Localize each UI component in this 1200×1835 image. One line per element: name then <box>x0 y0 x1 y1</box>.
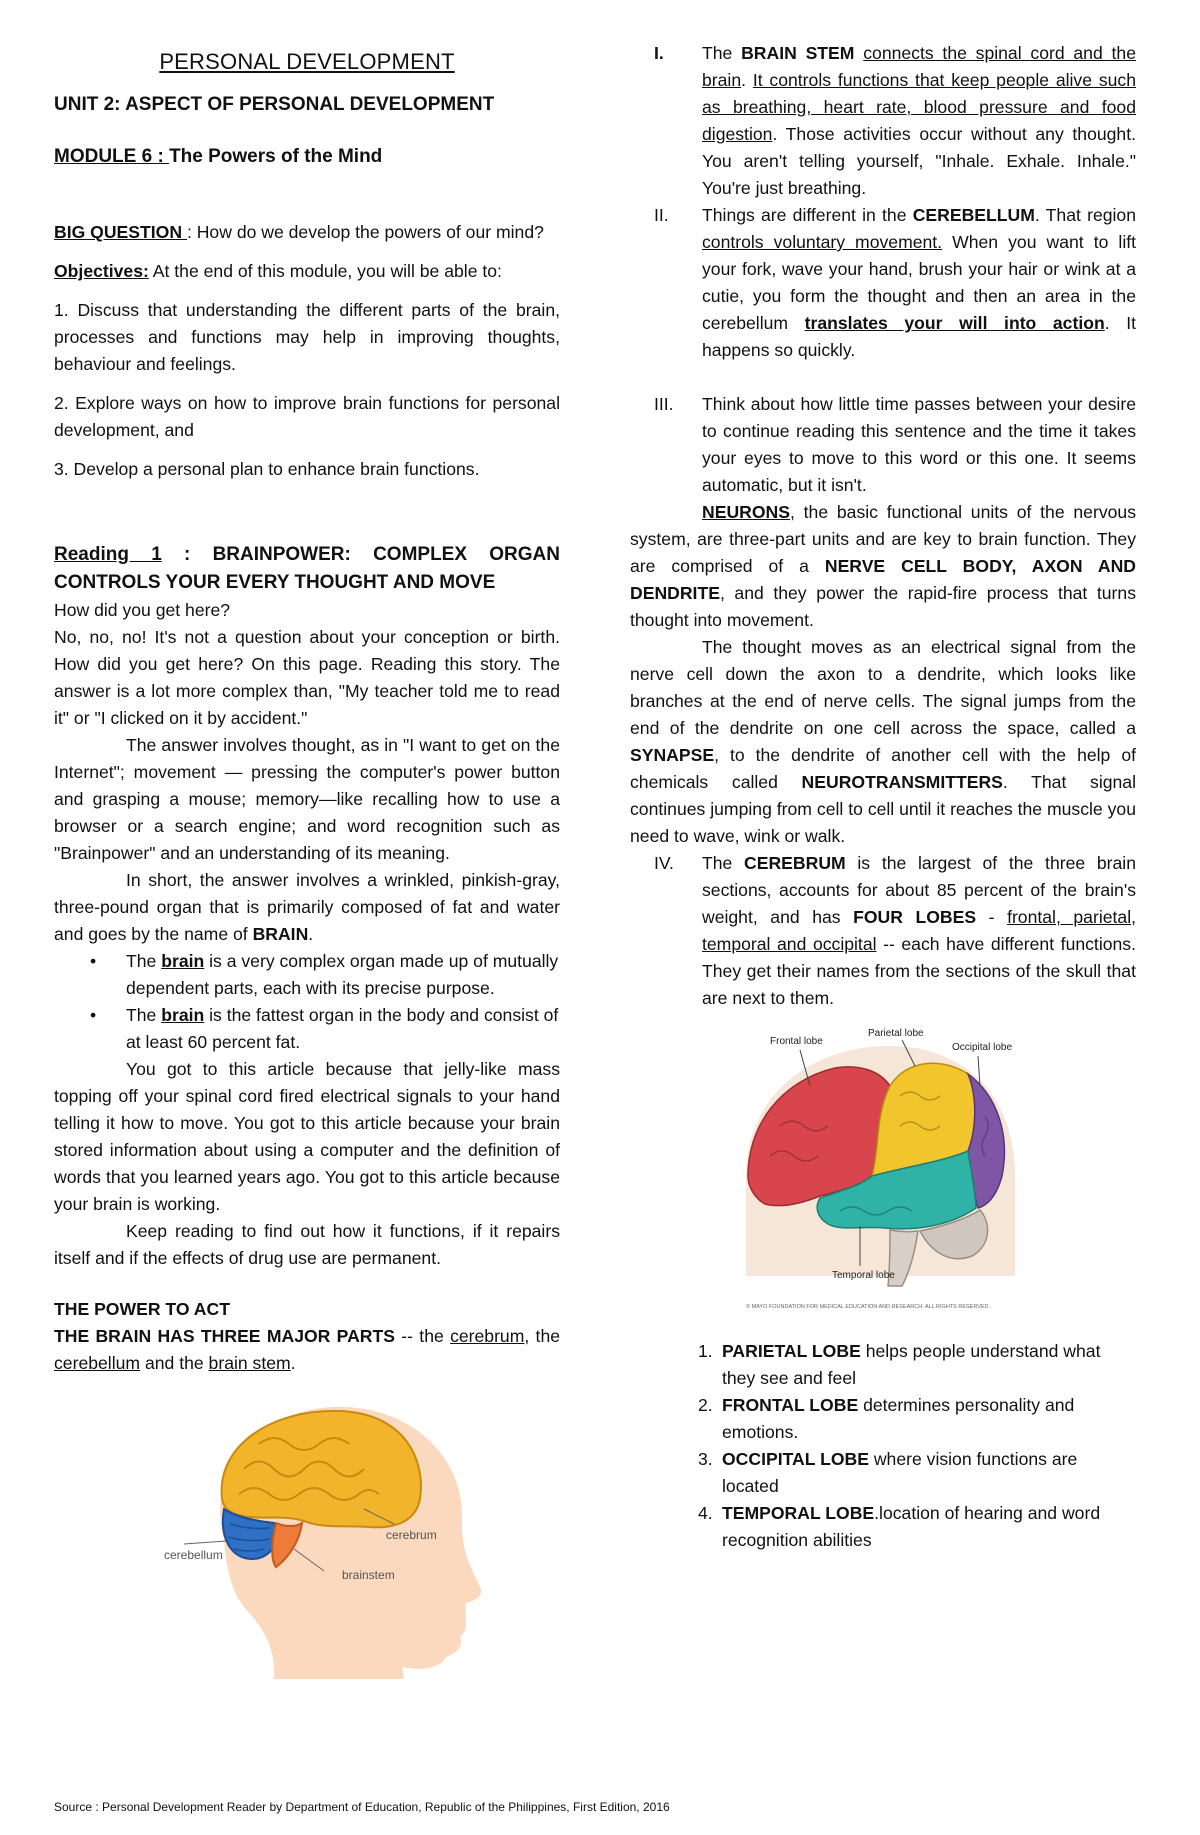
parts-text: , the <box>524 1326 561 1346</box>
section-number: IV. <box>654 853 674 873</box>
reading-paragraph: Keep reading to find out how it functions, if it repairs itself and if the effects of drug use are permanent. <box>54 1221 560 1268</box>
objectives-label: Objectives: <box>54 261 149 281</box>
reading-text: In short, the answer involves a wrinkled, pinkish-gray, three-pound organ that is primarily composed of fat and water and goes by the name of <box>54 870 560 944</box>
section-text: When you want to lift your fork, wave your hand, brush your hair or wink at a cutie, you form the thought and then an area in the cerebellum <box>702 232 1137 333</box>
section-item-brain-stem <box>630 40 1136 202</box>
lobe-name: FRONTAL LOBE <box>722 1395 859 1415</box>
section-underlined: It controls functions that keep people alive such as breathing, heart rate, blood pressure and food digestion <box>702 70 1136 144</box>
parts-text: and the <box>140 1353 209 1373</box>
section-keyword: CEREBELLUM <box>912 205 1035 225</box>
brainstem-label: brainstem <box>342 1568 395 1582</box>
module-heading <box>54 143 560 171</box>
reading-heading <box>54 541 560 597</box>
bullet-text: The <box>126 1005 162 1025</box>
reading-paragraph: The answer involves thought, as in "I want to get on the Internet"; movement — pressing the computer's power button and grasping a mouse; memory—like recalling how to use a browser or a search engine; and word recognition such as "Brainpower" and an understanding of its meaning. <box>54 735 560 863</box>
reading-paragraph <box>54 867 560 948</box>
lobe-name: TEMPORAL LOBE <box>722 1503 875 1523</box>
list-item <box>630 1446 1136 1500</box>
section-item-timing <box>630 391 1136 499</box>
section-underlined: translates your will into action <box>804 313 1105 333</box>
brain-sections-list-continued <box>630 850 1136 1012</box>
bullet-text: is the fattest organ in the body and consist of at least 60 percent fat. <box>126 1005 559 1052</box>
section-text: The <box>702 853 745 873</box>
section-number: I. <box>654 43 664 63</box>
lobe-number: 4. <box>698 1503 713 1523</box>
section-text: . It happens so quickly. <box>702 313 1136 360</box>
objectives-intro-text: At the end of this module, you will be able to: <box>148 261 502 281</box>
neurons-paragraph <box>630 499 1136 634</box>
signal-paragraph <box>630 634 1136 850</box>
section-text: . Those activities occur without any thought. You aren't telling yourself, "Inhale. Exhale. Inhale." You're just breathing. <box>702 124 1136 198</box>
signal-text: The thought moves as an electrical signal from the nerve cell down the axon to a dendrite, which looks like branches at the end of nerve cells. The signal jumps from the end of the dendrite on one cell across the space, called a <box>630 637 1136 738</box>
big-question <box>54 219 560 246</box>
lobe-description: .location of hearing and word recognition abilities <box>722 1503 1101 1550</box>
synapse-keyword: SYNAPSE <box>630 745 715 765</box>
objectives-intro <box>54 258 560 285</box>
lobe-name: OCCIPITAL LOBE <box>722 1449 869 1469</box>
lobe-name: PARIETAL LOBE <box>722 1341 861 1361</box>
objective-item: 1. Discuss that understanding the different parts of the brain, processes and functions may help in improving thoughts, behaviour and feelings. <box>54 300 560 374</box>
neurons-keyword: NEURONS <box>702 502 790 522</box>
section-underlined: controls voluntary movement. <box>702 232 943 252</box>
section-underlined: frontal, parietal, temporal and occipital <box>702 907 1136 954</box>
left-column <box>54 40 560 1687</box>
lobe-description: determines personality and emotions. <box>722 1395 1075 1442</box>
reading-label: Reading 1 <box>54 544 162 565</box>
brain-parts-figure <box>164 1389 560 1687</box>
section-text: is the largest of the three brain sections, accounts for about 85 percent of the brain's weight, and has <box>702 853 1136 927</box>
section-text <box>854 43 863 63</box>
lobes-list <box>630 1338 1136 1554</box>
brain-lobes-figure <box>740 1026 1136 1322</box>
cerebrum-term: cerebrum <box>450 1326 525 1346</box>
section-keyword: CEREBRUM <box>744 853 846 873</box>
signal-text: , to the dendrite of another cell with the help of chemicals called <box>630 745 1136 792</box>
module-name: The Powers of the Mind <box>169 146 383 167</box>
section-item-cerebellum <box>630 202 1136 364</box>
reading-paragraph: How did you get here? <box>54 600 231 620</box>
parts-text: . <box>290 1353 296 1373</box>
cerebellum-label: cerebellum <box>164 1548 223 1562</box>
brain-sections-list <box>630 40 1136 499</box>
page-title: PERSONAL DEVELOPMENT <box>159 49 455 74</box>
section-text: - <box>976 907 1008 927</box>
module-label: MODULE 6 : <box>54 146 170 167</box>
big-question-text: : How do we develop the powers of our mind? <box>186 222 544 242</box>
brain-lobes-illustration <box>740 1026 1040 1314</box>
power-heading: THE POWER TO ACT <box>54 1299 230 1319</box>
brain-stem-term: brain stem <box>208 1353 291 1373</box>
cerebrum-shape <box>222 1411 421 1527</box>
brain-parts-sentence <box>54 1323 560 1377</box>
section-text: -- each have different functions. They get their names from the sections of the skull that are next to them. <box>702 934 1136 1008</box>
objective-item: 2. Explore ways on how to improve brain functions for personal development, and <box>54 393 560 440</box>
temporal-label: Temporal lobe <box>832 1270 895 1281</box>
bullet-keyword: brain <box>161 951 205 971</box>
source-footer: Source : Personal Development Reader by Department of Education, Republic of the Philippines, First Edition, 2016 <box>54 1800 670 1814</box>
bullet-text: The <box>126 951 162 971</box>
section-number: III. <box>654 394 674 414</box>
big-question-label: BIG QUESTION <box>54 222 187 242</box>
bullet-keyword: brain <box>161 1005 205 1025</box>
objective-item: 3. Develop a personal plan to enhance brain functions. <box>54 459 480 479</box>
reading-paragraph: You got to this article because that jelly-like mass topping off your spinal cord fired electrical signals to your hand telling it how to move. You got to this article because your brain stored information about using a computer and the definition of words that you learned years ago. You got to this article because your brain is working. <box>54 1059 560 1214</box>
lobe-number: 1. <box>698 1341 713 1361</box>
right-column <box>630 40 1136 1554</box>
reading-paragraph: No, no, no! It's not a question about your conception or birth. How did you get here? On this page. Reading this story. The answer is a lot more complex than, "My teacher told me to read it" or "I clicked on it by accident." <box>54 627 560 728</box>
section-item-cerebrum <box>630 850 1136 1012</box>
bullet-icon: • <box>90 1005 97 1025</box>
bullet-text: is a very complex organ made up of mutually dependent parts, each with its precise purpose. <box>126 951 559 998</box>
parietal-label: Parietal lobe <box>868 1028 924 1039</box>
section-text: Think about how little time passes between your desire to continue reading this sentence and the time it takes your eyes to move to this word or this one. It seems automatic, but it isn't. <box>702 394 1136 495</box>
section-number: II. <box>654 205 669 225</box>
section-underlined: connects the spinal cord and the brain <box>702 43 1136 90</box>
cerebrum-label: cerebrum <box>386 1528 437 1542</box>
list-item <box>54 1002 560 1056</box>
occipital-label: Occipital lobe <box>952 1042 1013 1053</box>
lobe-number: 2. <box>698 1395 713 1415</box>
parts-label: THE BRAIN HAS THREE MAJOR PARTS <box>54 1326 395 1346</box>
neurons-keyword: NERVE CELL BODY, AXON AND DENDRITE <box>630 556 1136 603</box>
section-text: The <box>702 43 742 63</box>
section-text: . That region <box>1034 205 1136 225</box>
signal-text: . That signal continues jumping from cell to cell until it reaches the muscle you need to wave, wink or walk. <box>630 772 1136 846</box>
list-item <box>54 948 560 1002</box>
list-item <box>630 1392 1136 1446</box>
list-item <box>630 1338 1136 1392</box>
cerebellum-pointer <box>184 1541 226 1544</box>
section-keyword: FOUR LOBES <box>853 907 977 927</box>
unit-heading: UNIT 2: ASPECT OF PERSONAL DEVELOPMENT <box>54 94 495 115</box>
frontal-label: Frontal lobe <box>770 1036 823 1047</box>
neurons-text: , the basic functional units of the nervous system, are three-part units and are key to brain function. They are comprised of a <box>630 502 1136 576</box>
reading-title: : BRAINPOWER: COMPLEX ORGAN CONTROLS YOUR EVERY THOUGHT AND MOVE <box>54 544 560 593</box>
section-text: . <box>741 70 753 90</box>
section-text: Things are different in the <box>702 205 913 225</box>
reading-text: . <box>308 924 314 944</box>
neurons-text: , and they power the rapid-fire process that turns thought into movement. <box>630 583 1136 630</box>
lobe-number: 3. <box>698 1449 713 1469</box>
figure-credit: © MAYO FOUNDATION FOR MEDICAL EDUCATION AND RESEARCH. ALL RIGHTS RESERVED. <box>746 1304 991 1310</box>
neurotransmitters-keyword: NEUROTRANSMITTERS <box>801 772 1003 792</box>
cerebellum-term: cerebellum <box>54 1353 141 1373</box>
lobe-description: where vision functions are located <box>722 1449 1078 1496</box>
bullet-icon: • <box>90 951 97 971</box>
parts-text: -- the <box>395 1326 451 1346</box>
brain-facts-list <box>54 948 560 1056</box>
section-keyword: BRAIN STEM <box>741 43 855 63</box>
brain-parts-illustration <box>164 1389 484 1679</box>
lobe-description: helps people understand what they see and feel <box>722 1341 1101 1388</box>
brain-keyword: BRAIN <box>252 924 309 944</box>
list-item <box>630 1500 1136 1554</box>
